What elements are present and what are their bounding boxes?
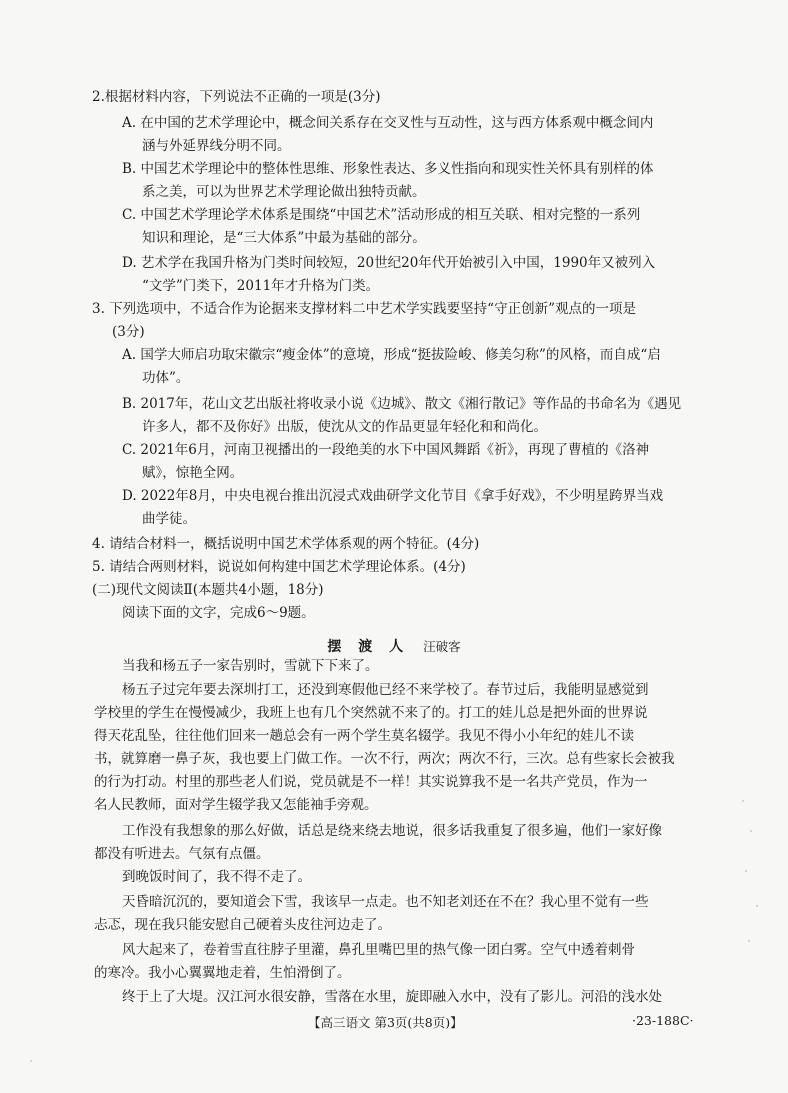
story-paragraph-6-line-2: 的寒冷。我小心翼翼地走着，生怕滑倒了。 [94,965,351,981]
story-paragraph-5-line-1: 天昏暗沉沉的，要知道会下雪，我该早一点走。也不知老刘还在不在？我心里不觉有一些 [122,894,649,910]
section-instruction: 阅读下面的文字，完成6～9题。 [122,605,315,621]
q2-option-d-cont: “文学”门类下，2011年才升格为门类。 [142,278,380,294]
page-number: 【高三语文 第3页(共8页)】 [308,1015,463,1030]
story-title-line [0,636,788,656]
story-paragraph-4: 到晚饭时间了，我不得不走了。 [122,869,311,885]
question-5: 5. 请结合两则材料，说说如何构建中国艺术学理论体系。(4分) [92,559,466,575]
story-paragraph-2-line-4: 书，就算磨一鼻子灰，我也要上门做工作。一次不行，两次；两次不行，三次。总有些家长会被我 [94,751,675,767]
story-paragraph-7: 终于上了大堤。汉江河水很安静，雪落在水里，旋即融入水中，没有了影儿。河沿的浅水处 [122,989,662,1005]
story-paragraph-2-line-1: 杨五子过完年要去深圳打工，还没到寒假他已经不来学校了。春节过后，我能明显感觉到 [122,682,649,698]
q2-option-c-cont: 知识和理论，是“三大体系”中最为基础的部分。 [142,230,426,246]
story-paragraph-2-line-5: 的行为打动。村里的那些老人们说，党员就是不一样！其实说算我不是一名共产党员，作为一 [94,774,648,790]
q2-option-c: C. 中国艺术学理论学术体系是围绕“中国艺术”活动形成的相互关联、相对完整的一系列 [122,207,641,223]
q2-option-b-cont: 系之美，可以为世界艺术学理论做出独特贡献。 [142,184,426,200]
question-4: 4. 请结合材料一，概括说明中国艺术学体系观的两个特征。(4分) [92,536,480,552]
scan-speck [750,830,752,832]
scan-speck [745,870,747,872]
story-paragraph-2-line-6: 名人民教师，面对学生辍学我又怎能袖手旁观。 [94,797,378,813]
q3-option-d: D. 2022年8月，中央电视台推出沉浸式戏曲研学文化节目《拿手好戏》，不少明星跨界当戏 [122,488,664,504]
q2-option-a: A. 在中国的艺术学理论中，概念间关系存在交叉性与互动性，这与西方体系观中概念间内 [122,115,654,131]
story-author: 汪破客 [423,639,461,654]
story-paragraph-2-line-2: 学校里的学生在慢慢减少，我班上也有几个突然就不来了的。打工的娃儿总是把外面的世界说 [94,705,648,721]
story-paragraph-5-line-2: 忐忑，现在我只能安慰自己硬着头皮往河边走了。 [94,917,391,933]
q3-option-b: B. 2017年，花山文艺出版社将收录小说《边城》、散文《湘行散记》等作品的书命名为《遇见 [122,396,682,412]
story-paragraph-2-line-3: 得天花乱坠，往往他们回来一趟总会有一两个学生莫名辍学。我见不得小小年纪的娃儿不读 [94,728,634,744]
q3-option-c: C. 2021年6月，河南卫视播出的一段绝美的水下中国风舞蹈《祈》，再现了曹植的《洛神 [122,442,650,458]
question-2-stem: 2.根据材料内容，下列说法不正确的一项是(3分) [92,89,381,105]
story-paragraph-1: 当我和杨五子一家告别时，雪就下下来了。 [122,658,379,674]
q2-option-d: D. 艺术学在我国升格为门类时间较短，20世纪20年代开始被引入中国，1990年又被列入 [122,255,656,271]
scan-speck [742,800,744,802]
story-paragraph-3-line-2: 都没有听进去。气氛有点僵。 [94,846,270,862]
q3-option-c-cont: 赋》，惊艳全网。 [142,465,244,481]
q2-option-a-cont: 涵与外延界线分明不同。 [142,138,291,154]
story-paragraph-3-line-1: 工作没有我想象的那么好做，话总是绕来绕去地说，很多话我重复了很多遍，他们一家好像 [122,823,662,839]
q3-option-d-cont: 曲学徒。 [142,511,196,527]
section-heading: (二)现代文阅读Ⅱ(本题共4小题，18分) [92,582,324,598]
q3-option-b-cont: 许多人，都不及你好》出版，使沈从文的作品更显年轻化和和尚化。 [142,419,547,435]
q3-option-a: A. 国学大师启功取宋徽宗“瘦金体”的意境，形成“挺拔险峻、修美匀称”的风格，而自成“启 [122,347,661,363]
exam-code: ·23-188C· [632,1013,694,1028]
question-3-stem: 3. 下列选项中，不适合作为论据来支撑材料二中艺术学实践要坚持“守正创新”观点的一项是 [92,301,636,317]
q3-option-a-cont: 功体”。 [142,370,190,386]
scan-speck [748,940,750,942]
story-title: 摆 渡 人 [327,639,410,655]
q2-option-b: B. 中国艺术学理论中的整体性思维、形象性表达、多义性指向和现实性关怀具有别样的体 [122,161,654,177]
question-3-points: (3分) [112,324,145,340]
scan-speck [756,905,758,907]
scan-speck [30,1060,32,1062]
story-paragraph-6-line-1: 风大起来了，卷着雪直往脖子里灌，鼻孔里嘴巴里的热气像一团白雾。空气中透着刺骨 [122,942,635,958]
